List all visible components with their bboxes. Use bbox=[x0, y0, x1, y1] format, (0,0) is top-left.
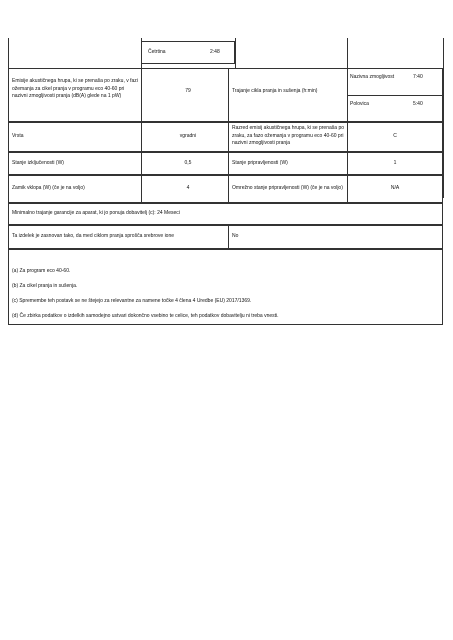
duration-rated-value: 7:40 bbox=[413, 74, 423, 80]
standby-label: Stanje pripravljenosti (W) bbox=[232, 160, 288, 166]
silver-sep bbox=[228, 225, 229, 249]
duration-half-label: Polovica bbox=[350, 101, 369, 107]
silver-label: Ta izdelek je zasnovan tako, da med ciklom pranja sprošča srebrove ione bbox=[12, 233, 175, 239]
noise-label: Emisije akustičnega hrupa, ki se prenaša po zraku, v fazi ožemanja za cikel pranja v programu eco 40-60 pri nazivni zmogljivosti pranja (dB(A) glede na 1 pW) bbox=[12, 78, 138, 99]
networked-standby-label: Omrežno stanje pripravljenosti (W) (če je na voljo) bbox=[232, 185, 343, 191]
duration-rated-label: Nazivna zmogljivost bbox=[350, 74, 395, 80]
right-border-top bbox=[443, 38, 444, 198]
footnote-b: (b) Za cikel pranja in sušenja. bbox=[12, 282, 78, 289]
sep-c bbox=[347, 38, 348, 68]
warranty-label: Minimalno trajanje garancije za aparat, ki jo ponuja dobavitelj (c): 24 Meseci bbox=[12, 210, 180, 216]
standby-value: 1 bbox=[393, 160, 397, 166]
footnote-d: (d) Če zbirka podatkov o izdelkih samodejno ustvari dokončno vsebino te celice, teh podatkov dobavitelju ni treba vnesti. bbox=[12, 312, 279, 319]
duration-mid bbox=[347, 95, 443, 96]
noise-value: 79 bbox=[185, 88, 191, 94]
footnote-c: (c) Spremembe teh postavk se ne štejejo za relevantne za namene točke 4 člena 4 Uredbe (EU) 2017/1369. bbox=[12, 297, 252, 304]
silver-value: No bbox=[232, 233, 239, 239]
quarter-value: 2:48 bbox=[210, 49, 220, 55]
type-value: vgradni bbox=[179, 133, 197, 139]
type-label: Vrsta bbox=[12, 133, 24, 139]
power-sep2 bbox=[228, 152, 229, 175]
off-mode-label: Stanje izključenosti (W) bbox=[12, 160, 64, 166]
duration-half-value: 5:40 bbox=[413, 101, 423, 107]
footnotes bbox=[12, 260, 432, 328]
noise-class-label: Razred emisij akustičnega hrupa, ki se prenaša po zraku, za fazo ožemanja v programu eco 40-60 pri nazivni zmogljivosti pranja bbox=[232, 125, 345, 146]
type-sep2 bbox=[228, 122, 229, 152]
sep-b bbox=[235, 38, 236, 68]
delay-value: 4 bbox=[186, 185, 190, 191]
noise-class-value: C bbox=[393, 133, 397, 139]
off-mode-value: 0,5 bbox=[184, 160, 192, 166]
noise-sep2 bbox=[228, 68, 229, 122]
delay-label: Zamik vklopa (W) (če je na voljo) bbox=[12, 185, 85, 191]
quarter-label: Četrtina bbox=[148, 49, 166, 55]
duration-label: Trajanje cikla pranja in sušenja (h:min) bbox=[232, 88, 318, 94]
footnote-a: (a) Za program eco 40-60. bbox=[12, 267, 71, 274]
quarter-cell bbox=[141, 41, 235, 64]
delay-sep2 bbox=[228, 175, 229, 203]
networked-standby-value: N/A bbox=[390, 185, 400, 191]
